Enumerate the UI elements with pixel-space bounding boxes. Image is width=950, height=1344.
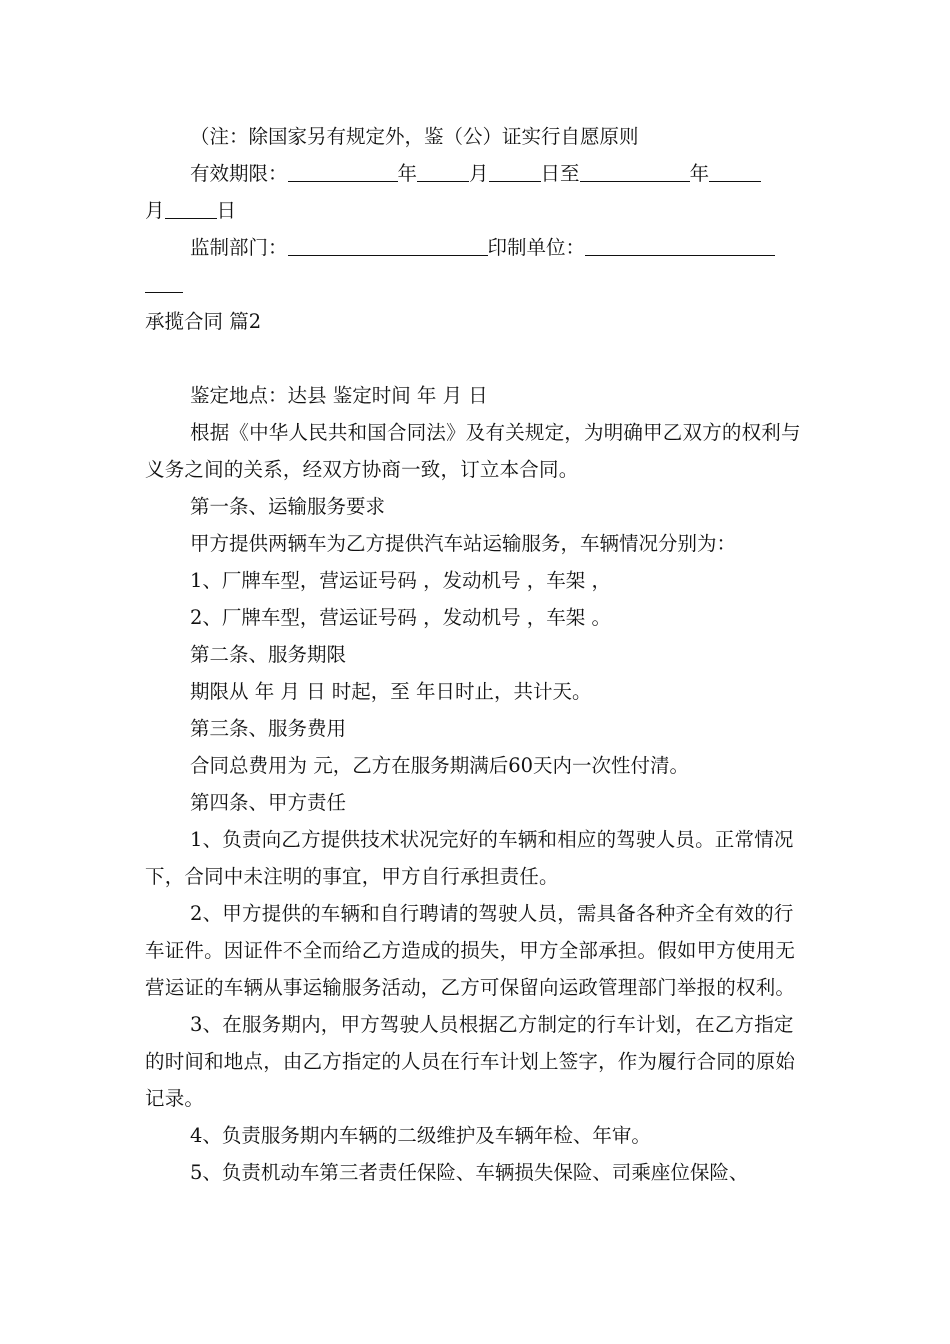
validity-month: 月 bbox=[469, 162, 489, 185]
supervision-label: 监制部门： bbox=[190, 236, 288, 259]
blank-field bbox=[709, 161, 761, 182]
print-unit-label: 印制单位： bbox=[487, 236, 586, 259]
blank-field bbox=[145, 272, 183, 293]
article3-text: 合同总费用为 元，乙方在服务期满后60天内一次性付清。 bbox=[190, 754, 690, 777]
article1-text: 甲方提供两辆车为乙方提供汽车站运输服务，车辆情况分别为： bbox=[190, 532, 737, 555]
document-body bbox=[145, 118, 810, 1191]
appraisal-text: 鉴定地点：达县 鉴定时间 年 月 日 bbox=[190, 384, 488, 407]
validity-day: 日 bbox=[216, 199, 237, 222]
section-title-text: 承揽合同 篇2 bbox=[145, 310, 262, 333]
article3-title: 第三条、服务费用 bbox=[190, 717, 347, 740]
blank-field bbox=[288, 161, 398, 182]
article2-title: 第二条、服务期限 bbox=[190, 643, 347, 666]
intro-paragraph: 根据《中华人民共和国合同法》及有关规定，为明确甲乙双方的权利与义务之间的关系，经双方协商一致，订立本合同。 bbox=[145, 421, 801, 481]
article4-title: 第四条、甲方责任 bbox=[190, 791, 347, 814]
note-text: （注：除国家另有规定外，鉴（公）证实行自愿原则 bbox=[190, 125, 639, 148]
validity-day-to: 日至 bbox=[540, 162, 580, 185]
validity-year: 年 bbox=[397, 162, 418, 185]
section-title bbox=[145, 303, 810, 340]
appraisal-line bbox=[145, 377, 810, 414]
validity-year2: 年 bbox=[689, 162, 710, 185]
spacer bbox=[145, 340, 810, 377]
validity-label: 有效期限： bbox=[190, 162, 288, 185]
blank-field bbox=[165, 198, 217, 219]
validity-line bbox=[145, 155, 810, 192]
blank-field bbox=[489, 161, 541, 182]
blank-field bbox=[417, 161, 469, 182]
supervision-line bbox=[145, 229, 810, 266]
blank-field bbox=[585, 235, 775, 256]
blank-field bbox=[580, 161, 690, 182]
note-line bbox=[145, 118, 810, 155]
blank-field bbox=[288, 235, 488, 256]
article4-p3: 3、在服务期内，甲方驾驶人员根据乙方制定的行车计划，在乙方指定的时间和地点，由乙方指定的人员在行车计划上签字，作为履行合同的原始记录。 bbox=[145, 1013, 796, 1110]
validity-line-cont bbox=[145, 192, 810, 229]
article4-p4: 4、负责服务期内车辆的二级维护及车辆年检、年审。 bbox=[190, 1124, 651, 1147]
validity-month2: 月 bbox=[145, 199, 165, 222]
supervision-line-cont bbox=[145, 266, 810, 303]
article4-p2: 2、甲方提供的车辆和自行聘请的驾驶人员，需具备各种齐全有效的行车证件。因证件不全而给乙方造成的损失，甲方全部承担。假如甲方使用无营运证的车辆从事运输服务活动，乙方可保留向运政管理部门举报的权利。 bbox=[145, 902, 796, 999]
article1-title: 第一条、运输服务要求 bbox=[190, 495, 386, 518]
article4-p1: 1、负责向乙方提供技术状况完好的车辆和相应的驾驶人员。正常情况下，合同中未注明的事宜，甲方自行承担责任。 bbox=[145, 828, 794, 888]
article4-p5: 5、负责机动车第三者责任保险、车辆损失保险、司乘座位保险、 bbox=[190, 1161, 749, 1184]
article2-text: 期限从 年 月 日 时起，至 年日时止，共计天。 bbox=[190, 680, 592, 703]
article1-item1: 1、厂牌车型，营运证号码 ，发动机号 ，车架 ， bbox=[190, 569, 612, 592]
article1-item2: 2、厂牌车型，营运证号码 ，发动机号 ，车架 。 bbox=[190, 606, 612, 629]
